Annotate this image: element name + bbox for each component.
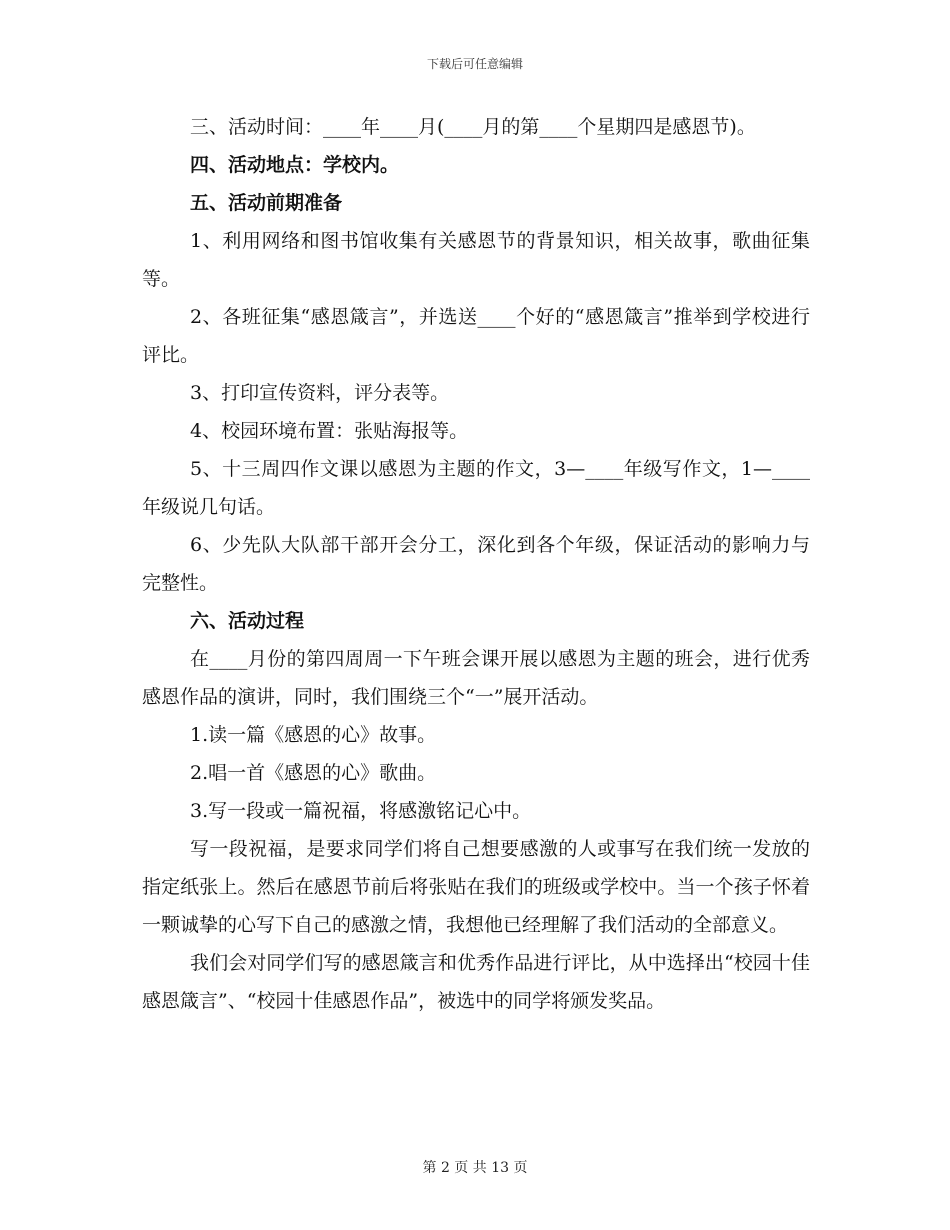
document-body [142, 108, 810, 1020]
list-item-prep-1: 1、利用网络和图书馆收集有关感恩节的背景知识，相关故事，歌曲征集等。 [142, 230, 810, 290]
list-item-activity-2: 2.唱一首《感恩的心》歌曲。 [190, 762, 437, 784]
paragraph-blessing-explanation: 写一段祝福，是要求同学们将自己想要感激的人或事写在我们统一发放的指定纸张上。然后在感恩节前后将张贴在我们的班级或学校中。当一个孩子怀着一颗诚挚的心写下自己的感激之情，我想他已经理解了我们活动的全部意义。 [142, 838, 810, 936]
list-item-prep-2: 2、各班征集“感恩箴言”，并选送____个好的“感恩箴言”推举到学校进行评比。 [142, 306, 810, 366]
list-item-prep-6: 6、少先队大队部干部开会分工，深化到各个年级，保证活动的影响力与完整性。 [142, 534, 810, 594]
list-item-prep-3: 3、打印宣传资料，评分表等。 [190, 382, 450, 404]
header-note: 下载后可任意编辑 [426, 57, 523, 71]
heading-activity-process: 六、活动过程 [190, 610, 305, 632]
list-item-activity-1: 1.读一篇《感恩的心》故事。 [190, 724, 437, 746]
paragraph-process-intro: 在____月份的第四周周一下午班会课开展以感恩为主题的班会，进行优秀感恩作品的演讲，同时，我们围绕三个“一”展开活动。 [142, 648, 810, 708]
list-item-prep-5: 5、十三周四作文课以感恩为主题的作文，3—____年级写作文，1—____年级说几句话。 [142, 458, 810, 518]
heading-activity-location: 四、活动地点：学校内。 [190, 154, 400, 176]
heading-preparation: 五、活动前期准备 [190, 192, 343, 214]
paragraph-evaluation: 我们会对同学们写的感恩箴言和优秀作品进行评比，从中选择出“校园十佳感恩箴言”、“校园十佳感恩作品”，被选中的同学将颁发奖品。 [142, 952, 810, 1012]
list-item-activity-3: 3.写一段或一篇祝福，将感激铭记心中。 [190, 800, 532, 822]
paragraph-activity-time: 三、活动时间：____年____月(____月的第____个星期四是感恩节)。 [190, 116, 756, 138]
page-number: 第 2 页 共 13 页 [422, 1160, 528, 1176]
list-item-prep-4: 4、校园环境布置：张贴海报等。 [190, 420, 469, 442]
